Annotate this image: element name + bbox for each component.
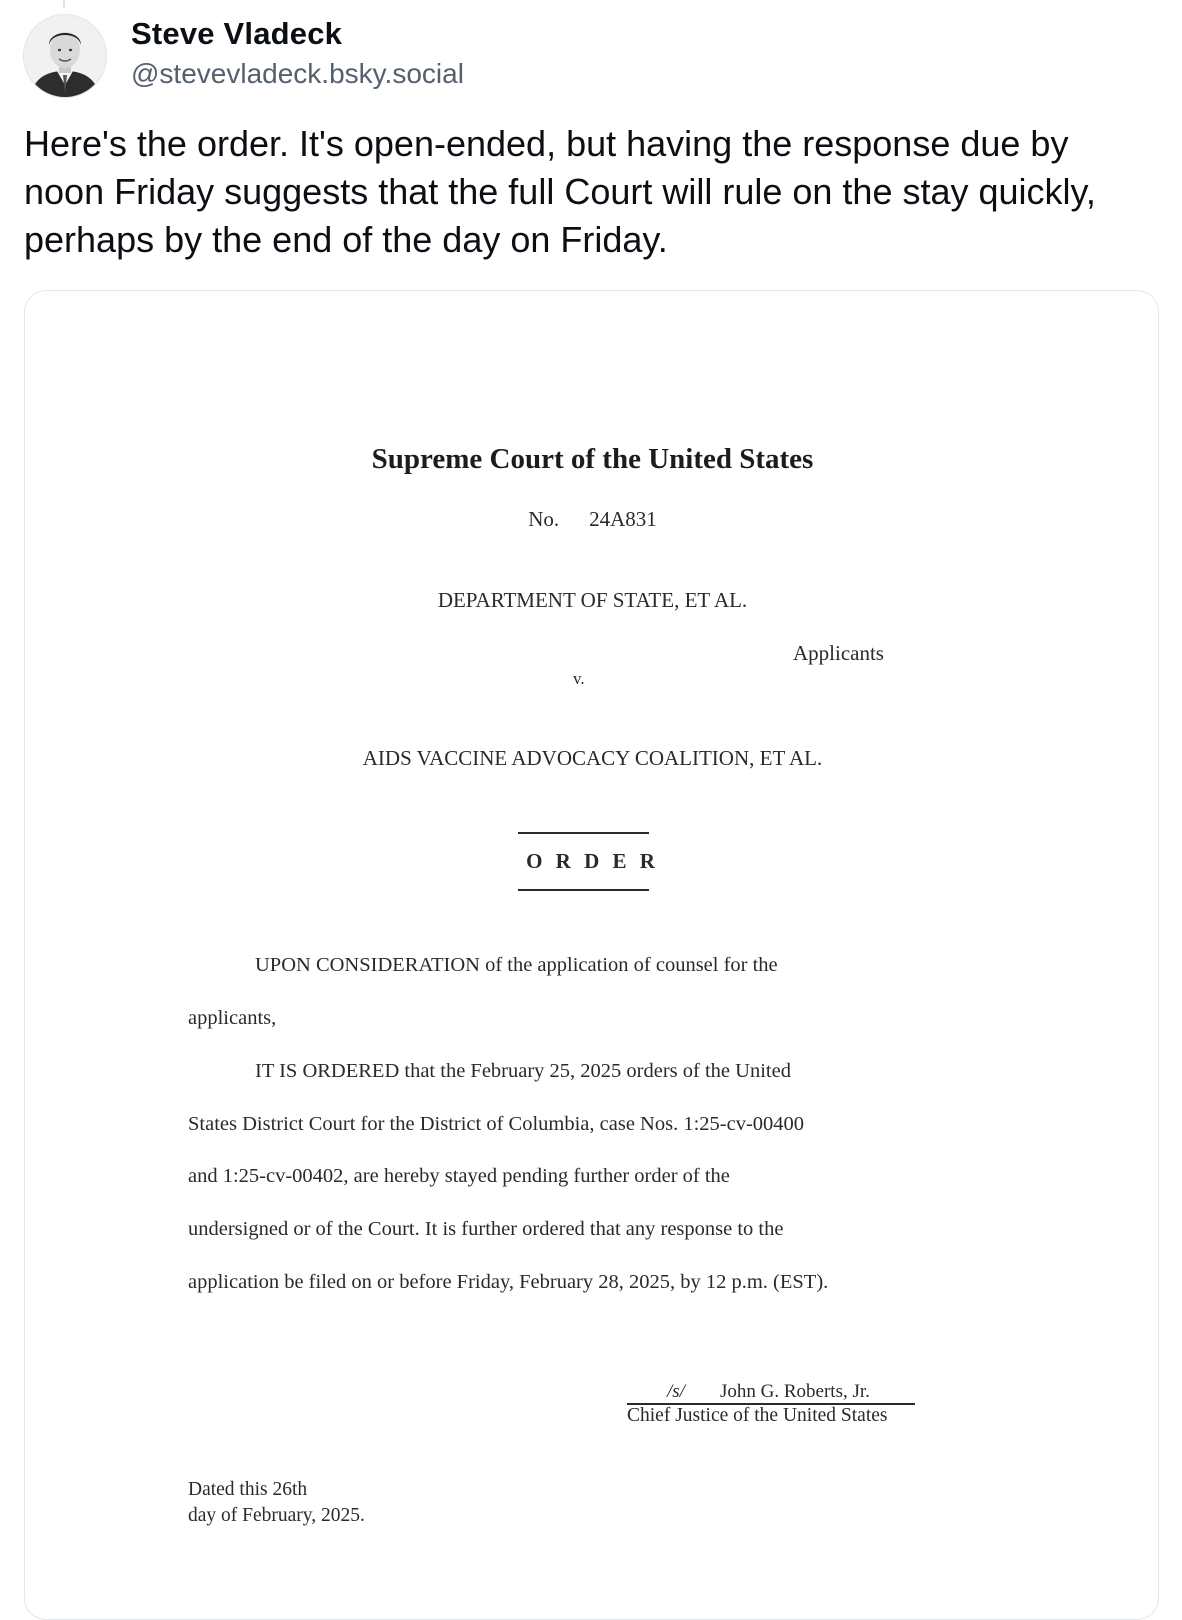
document-applicant-party: DEPARTMENT OF STATE, ET AL.: [437, 588, 748, 612]
document-order-heading: O R D E R: [526, 849, 659, 873]
signature-name: John G. Roberts, Jr.: [720, 1381, 870, 1402]
dated-line-1: Dated this 26th: [188, 1479, 308, 1500]
post-image-embed[interactable]: [24, 290, 1159, 1620]
document-case-number: [25, 507, 1159, 532]
order-body-line: applicants,: [188, 1007, 277, 1029]
signature-mark: /s/: [667, 1381, 685, 1402]
document-applicants-label: Applicants: [793, 641, 884, 665]
order-body-line: IT IS ORDERED that the February 25, 2025 orders of the United: [255, 1060, 791, 1082]
court-order-document: [25, 291, 1159, 1620]
order-body-line: States District Court for the District of Columbia, case Nos. 1:25-cv-00400: [188, 1113, 805, 1135]
order-rule-top: [518, 832, 649, 834]
case-number-value: 24A831: [589, 507, 657, 531]
order-body-line: undersigned or of the Court. It is further ordered that any response to the: [188, 1218, 784, 1240]
thread-connector-line: [63, 0, 65, 8]
avatar-portrait-icon: [24, 15, 106, 97]
order-body-line: UPON CONSIDERATION of the application of counsel for the: [255, 954, 778, 976]
document-versus: v.: [573, 669, 585, 688]
post-text: Here's the order. It's open-ended, but having the response due by noon Friday suggests that the full Court will rule on the stay quickly, perhaps by the end of the day on Friday.: [24, 123, 1096, 260]
order-body-line: application be filed on or before Friday, February 28, 2025, by 12 p.m. (EST).: [188, 1271, 829, 1293]
signature-title: Chief Justice of the United States: [627, 1405, 888, 1426]
author-name[interactable]: Steve Vladeck: [131, 16, 343, 51]
order-rule-bottom: [518, 889, 649, 891]
author-avatar[interactable]: [24, 15, 106, 97]
case-label: No.: [528, 507, 560, 531]
document-respondent-party: AIDS VACCINE ADVOCACY COALITION, ET AL.: [362, 746, 823, 770]
author-handle[interactable]: @stevevladeck.bsky.social: [131, 58, 464, 89]
order-body-line: and 1:25-cv-00402, are hereby stayed pending further order of the: [188, 1165, 730, 1187]
dated-line-2: day of February, 2025.: [188, 1505, 365, 1526]
document-court-title: Supreme Court of the United States: [371, 443, 814, 475]
